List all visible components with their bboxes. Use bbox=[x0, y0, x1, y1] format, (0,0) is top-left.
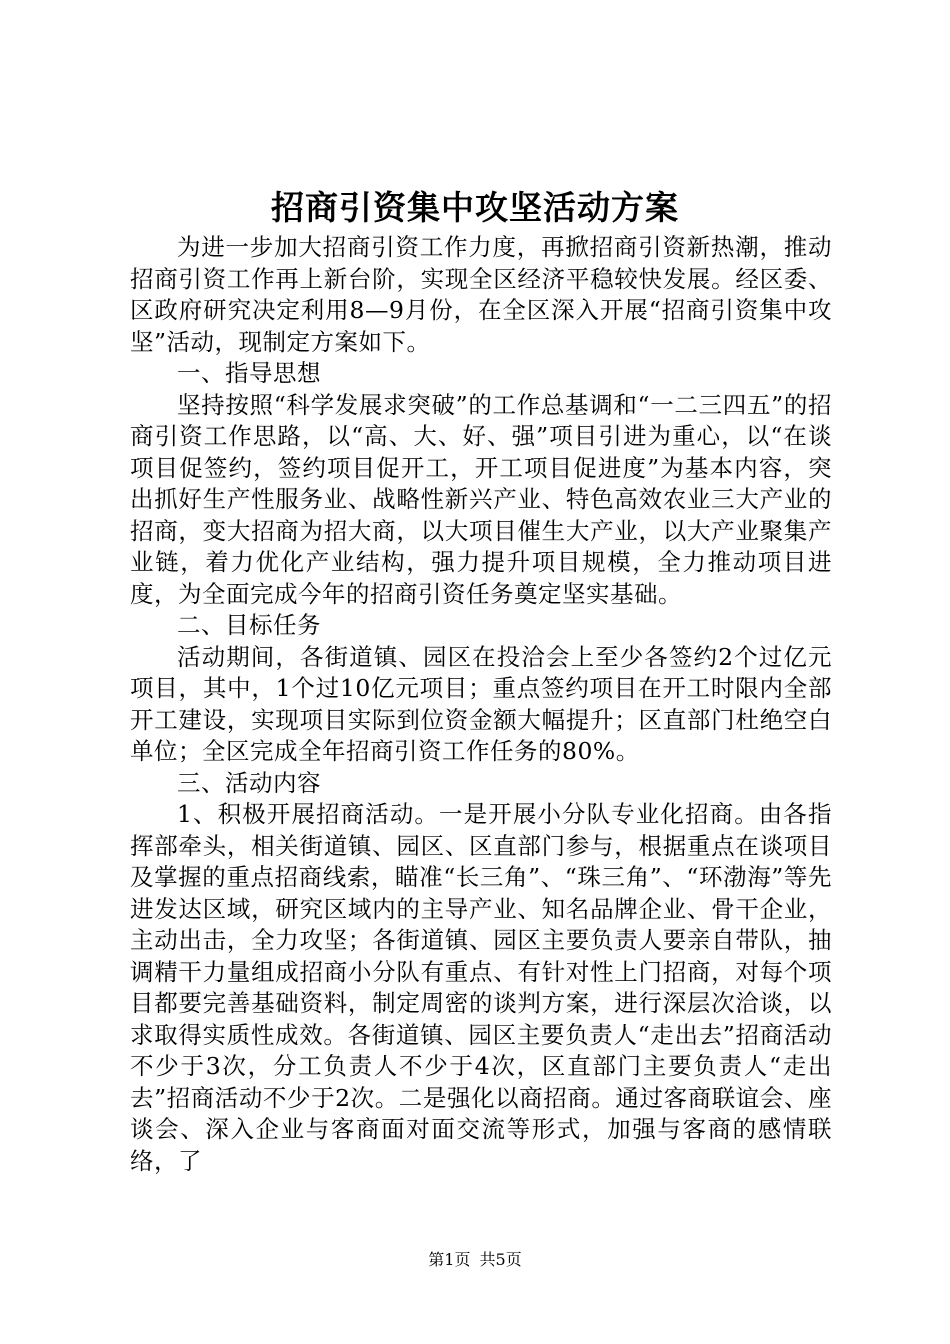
section-heading-goals: 二、目标任务 bbox=[177, 611, 321, 639]
document-title: 招商引资集中攻坚活动方案 bbox=[271, 188, 679, 227]
section-text-guiding-ideology: 坚持按照“科学发展求突破”的工作总基调和“一二三四五”的招商引资工作思路，以“高、大、好、强”项目引进为重心，以“在谈项目促签约，签约项目促开工，开工项目促进度”为基本内容，突出抓好生产性服务业、战略性新兴产业、特色高效农业三大产业的招商，变大招商为招大商，以大项目催生大产业，以大产业聚集产业链，着力优化产业结构，强力提升项目规模，全力推动项目进度，为全面完成今年的招商引资任务奠定坚实基础。 bbox=[130, 390, 832, 608]
intro-paragraph: 为进一步加大招商引资工作力度，再掀招商引资新热潮，推动招商引资工作再上新台阶，实现全区经济平稳较快发展。经区委、区政府研究决定利用8—9月份，在全区深入开展“招商引资集中攻坚”活动，现制定方案如下。 bbox=[130, 233, 832, 356]
section-heading-guiding-ideology: 一、指导思想 bbox=[177, 359, 321, 387]
document-body bbox=[130, 232, 832, 1177]
section-heading-activities: 三、活动内容 bbox=[177, 768, 321, 797]
page-footer bbox=[0, 1248, 950, 1272]
page-number: 第1页 bbox=[428, 1250, 471, 1269]
page-total: 共5页 bbox=[479, 1250, 522, 1269]
section-text-goals: 活动期间，各街道镇、园区在投洽会上至少各签约2个过亿元项目，其中，1个过10亿元项目；重点签约项目在开工时限内全部开工建设，实现项目实际到位资金额大幅提升；区直部门杜绝空白单位；全区完成全年招商引资工作任务的80%。 bbox=[130, 642, 832, 765]
section-text-activities: 1、积极开展招商活动。一是开展小分队专业化招商。由各指挥部牵头，相关街道镇、园区、区直部门参与，根据重点在谈项目及掌握的重点招商线索，瞄准“长三角”、“珠三角”、“环渤海”等先进发达区域，研究区域内的主导产业、知名品牌企业、骨干企业，主动出击，全力攻坚；各街道镇、园区主要负责人要亲自带队，抽调精干力量组成招商小分队有重点、有针对性上门招商，对每个项目都要完善基础资料，制定周密的谈判方案，进行深层次洽谈，以求取得实质性成效。各街道镇、园区主要负责人“走出去”招商活动不少于3次，分工负责人不少于4次，区直部门主要负责人“走出去”招商活动不少于2次。二是强化以商招商。通过客商联谊会、座谈会、深入企业与客商面对面交流等形式，加强与客商的感情联络，了 bbox=[130, 800, 832, 1175]
